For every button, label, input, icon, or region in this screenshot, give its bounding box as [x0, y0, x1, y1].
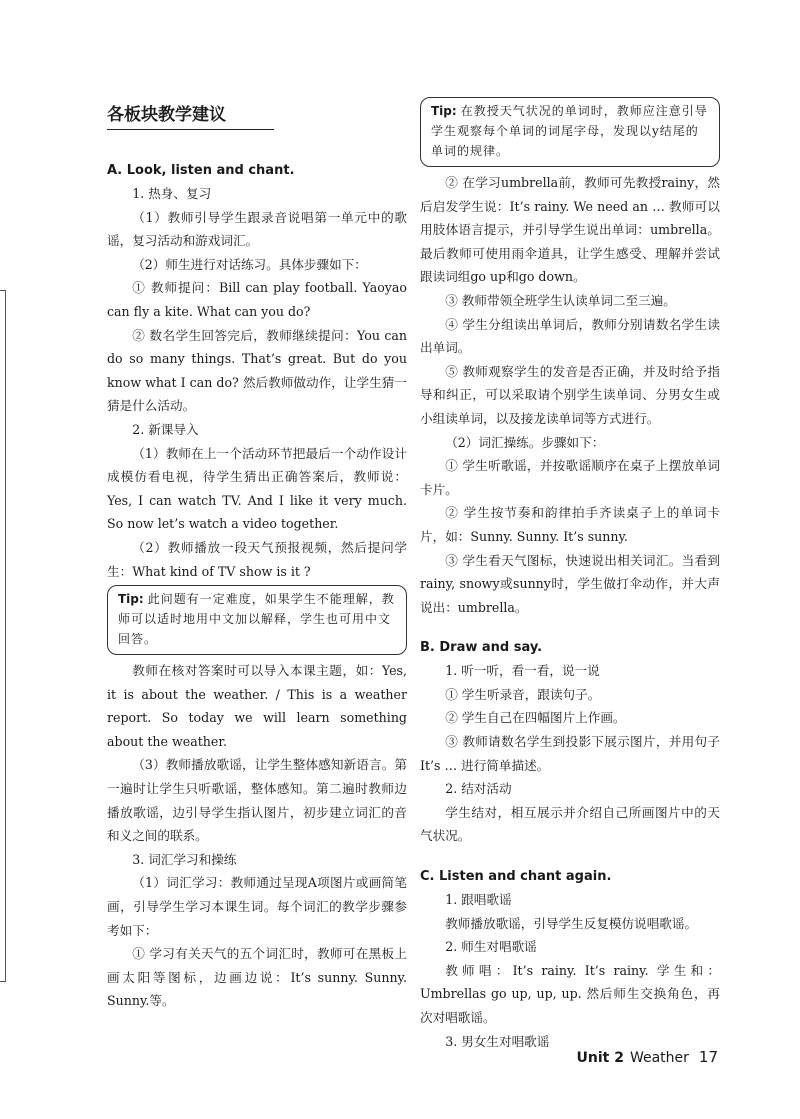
- paragraph: （1）教师在上一个活动环节把最后一个动作设计成模仿看电视，待学生猜出正确答案后，教师说：Yes, I can watch TV. And I like it very much. So now let’s watch a video together.: [107, 445, 407, 532]
- paragraph: （1）教师引导学生跟录音说唱第一单元中的歌谣，复习活动和游戏词汇。: [107, 209, 407, 249]
- footer-unit: Unit 2: [576, 1050, 624, 1066]
- tip-box: [107, 585, 407, 655]
- paragraph: 教师播放歌谣，引导学生反复模仿说唱歌谣。: [445, 915, 698, 931]
- paragraph: 3. 男女生对唱歌谣: [445, 1033, 550, 1049]
- tip-text: 在教授天气状况的单词时，教师应注意引导学生观察每个单词的词尾字母，发现以y结尾的单词的规律。: [431, 104, 708, 158]
- paragraph: 教师在核对答案时可以导入本课主题，如：Yes, it is about the weather. / This is a weather report. So today we will learn something about the weather.: [107, 663, 407, 749]
- section-title: 各板块教学建议: [107, 100, 274, 130]
- tip-box: [420, 97, 720, 167]
- paragraph: 3. 词汇学习和操练: [132, 851, 237, 867]
- paragraph: （1）词汇学习：教师通过呈现A项图片或画简笔画，引导学生学习本课生词。每个词汇的教学步骤参考如下：: [107, 875, 407, 938]
- paragraph: ⑤ 教师观察学生的发音是否正确，并及时给予指导和纠正，可以采取请个别学生读单词、分男女生或小组读单词，以及接龙读单词等方式进行。: [420, 363, 720, 426]
- paragraph: ② 学生按节奏和韵律拍手齐读桌子上的单词卡片，如：Sunny. Sunny. It’s sunny.: [420, 505, 720, 544]
- page-footer: [577, 1048, 719, 1066]
- paragraph: （2）教师播放一段天气预报视频，然后提问学生：What kind of TV show is it ?: [107, 539, 407, 579]
- paragraph: 2. 结对活动: [445, 781, 512, 797]
- paragraph: 1. 跟唱歌谣: [445, 892, 512, 908]
- paragraph: ④ 学生分组读出单词后，教师分别请数名学生读出单词。: [420, 316, 720, 356]
- section-heading: A. Look, listen and chant.: [107, 163, 295, 178]
- paragraph: ② 数名学生回答完后，教师继续提问：You can do so many things. That’s great. But do you know what I can do? 然后教师做动作，让学生猜一猜是什么活动。: [107, 327, 407, 414]
- paragraph: ① 学生听录音，跟读句子。: [445, 686, 601, 702]
- paragraph: 教师唱：It’s rainy. It’s rainy. 学生和：Umbrellas go up, up, up. 然后师生交换角色，再次对唱歌谣。: [420, 962, 720, 1025]
- page-number: 17: [698, 1048, 718, 1066]
- tip-label: Tip:: [431, 104, 457, 118]
- paragraph: 2. 师生对唱歌谣: [445, 939, 537, 955]
- paragraph: ① 学习有关天气的五个词汇时，教师可在黑板上画太阳等图标，边画边说：It’s sunny. Sunny. Sunny.等。: [107, 946, 407, 1009]
- section-heading: C. Listen and chant again.: [420, 869, 612, 885]
- paragraph: ① 学生听歌谣，并按歌谣顺序在桌子上摆放单词卡片。: [420, 458, 720, 497]
- paragraph: ① 教师提问：Bill can play football. Yaoyao can fly a kite. What can you do?: [107, 280, 407, 319]
- left-column: [107, 95, 407, 1013]
- paragraph: ③ 教师请数名学生到投影下展示图片，并用句子It’s … 进行简单描述。: [420, 734, 720, 773]
- paragraph: ③ 教师带领全班学生认读单词二至三遍。: [445, 292, 676, 308]
- paragraph: （3）教师播放歌谣，让学生整体感知新语言。第一遍时让学生只听歌谣，整体感知。第二遍时教师边播放歌谣，边引导学生指认图片，初步建立词汇的音和义之间的联系。: [107, 757, 407, 844]
- paragraph: 1. 听一听，看一看，说一说: [445, 663, 600, 679]
- paragraph: ② 在学习umbrella前，教师可先教授rainy，然后启发学生说：It’s rainy. We need an … 教师可以用肢体语言提示，并引导学生说出单词：umbrella。最后教师可使用雨伞道具，让学生感受、理解并尝试跟读词组go up和go down。: [420, 175, 720, 285]
- tip-text: 此问题有一定难度，如果学生不能理解，教师可以适时地用中文加以解释，学生也可用中文回答。: [118, 592, 395, 647]
- left-flow: [107, 160, 407, 1013]
- tip-label: Tip:: [118, 592, 144, 607]
- paragraph: （2）词汇操练。步骤如下：: [445, 434, 605, 450]
- paragraph: 1. 热身、复习: [132, 186, 212, 201]
- right-flow: [420, 97, 720, 1053]
- section-heading: B. Draw and say.: [420, 640, 543, 656]
- paragraph: 2. 新课导入: [132, 421, 199, 437]
- footer-title: Weather: [629, 1050, 689, 1066]
- right-column: [420, 95, 720, 1053]
- paragraph: 学生结对，相互展示并介绍自己所画图片中的天气状况。: [420, 804, 720, 844]
- paragraph: ③ 学生看天气图标，快速说出相关词汇。当看到rainy, snowy或sunny时，学生做打伞动作，并大声说出：umbrella。: [420, 552, 720, 615]
- paragraph: （2）师生进行对话练习。具体步骤如下：: [132, 256, 367, 272]
- page-edge-mark: [0, 290, 6, 982]
- paragraph: ② 学生自己在四幅图片上作画。: [445, 710, 626, 726]
